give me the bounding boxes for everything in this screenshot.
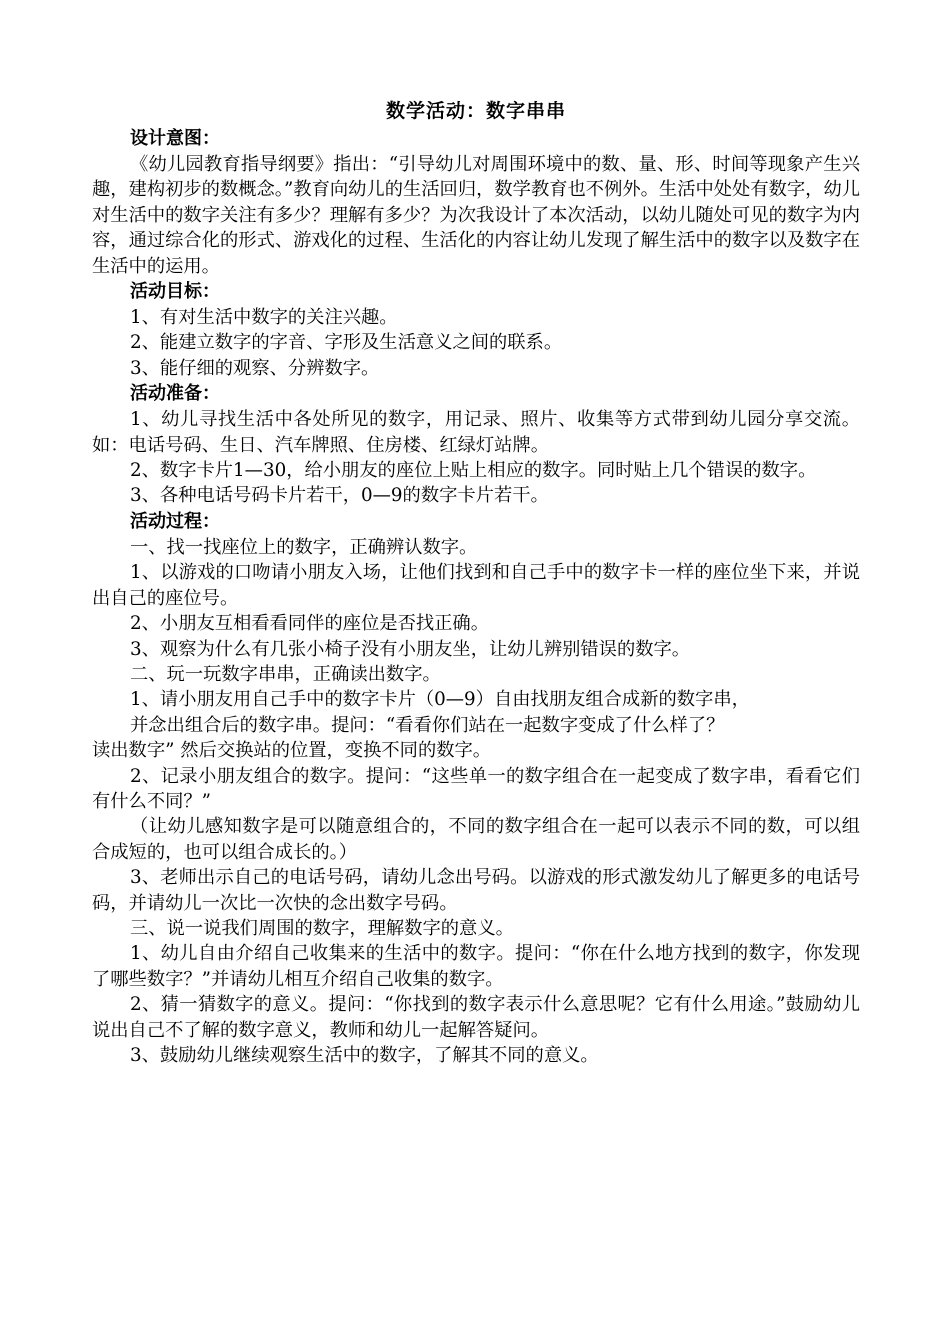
prep-item-1: 1、幼儿寻找生活中各处所见的数字，用记录、照片、收集等方式带到幼儿园分享交流。如：电话号码、生日、汽车牌照、住房楼、红绿灯站牌。: [92, 409, 860, 456]
process-step-heading-1: 一、找一找座位上的数字，正确辨认数字。: [130, 536, 478, 558]
goal-item-1: 1、有对生活中数字的关注兴趣。: [130, 307, 398, 329]
design-paragraph: 《幼儿园教育指导纲要》指出：“引导幼儿对周围环境中的数、量、形、时间等现象产生兴趣，建构初步的数概念。”教育向幼儿的生活回归，数学教育也不例外。生活中处处有数字，幼儿对生活中的数字关注有多少？理解有多少？为次我设计了本次活动，以幼儿随处可见的数字为内容，通过综合化的形式、游戏化的过程、生活化的内容让幼儿发现了解生活中的数字以及数字在生活中的运用。: [92, 154, 861, 277]
process-item-continued: 并念出组合后的数字串。提问：“看看你们站在一起数字变成了什么样了？: [130, 714, 725, 736]
section-heading-prep: 活动准备：: [130, 383, 220, 405]
process-item: 3、鼓励幼儿继续观察生活中的数字，了解其不同的意义。: [130, 1045, 599, 1066]
section-heading-design: 设计意图：: [130, 128, 220, 149]
prep-item-3: 3、各种电话号码卡片若干，0—9的数字卡片若干。: [130, 485, 549, 507]
document-page: [92, 96, 860, 1068]
process-item: 2、小朋友互相看看同伴的座位是否找正确。: [130, 613, 489, 635]
process-note: （让幼儿感知数字是可以随意组合的，不同的数字组合在一起可以表示不同的数，可以组合成短的，也可以组合成长的。）: [92, 816, 860, 863]
process-step-heading-3: 三、说一说我们周围的数字，理解数字的意义。: [130, 917, 514, 939]
section-heading-goals: 活动目标：: [130, 281, 220, 303]
process-step-heading-2: 二、玩一玩数字串串，正确读出数字。: [130, 663, 441, 685]
process-item: 2、猜一猜数字的意义。提问：“你找到的数字表示什么意思呢？它有什么用途。”鼓励幼儿说出自己不了解的数字意义，教师和幼儿一起解答疑问。: [92, 994, 860, 1041]
section-heading-process: 活动过程：: [130, 510, 220, 532]
process-item-continued: 读出数字” 然后交换站的位置，变换不同的数字。: [92, 740, 492, 762]
process-item: 1、请小朋友用自己手中的数字卡片（0—9）自由找朋友组合成新的数字串，: [130, 689, 750, 711]
process-item: 2、记录小朋友组合的数字。提问：“这些单一的数字组合在一起变成了数字串，看看它们有什么不同？”: [92, 765, 860, 812]
process-item: 1、幼儿自由介绍自己收集来的生活中的数字。提问：“你在什么地方找到的数字，你发现了哪些数字？”并请幼儿相互介绍自己收集的数字。: [92, 943, 860, 990]
process-item: 3、老师出示自己的电话号码，请幼儿念出号码。以游戏的形式激发幼儿了解更多的电话号码，并请幼儿一次比一次快的念出数字号码。: [92, 867, 860, 914]
document-title: 数学活动：数字串串: [385, 100, 566, 122]
goal-item-2: 2、能建立数字的字音、字形及生活意义之间的联系。: [130, 332, 563, 354]
process-item: 1、以游戏的口吻请小朋友入场，让他们找到和自己手中的数字卡一样的座位坐下来，并说出自己的座位号。: [92, 562, 860, 609]
prep-item-2: 2、数字卡片1—30，给小朋友的座位上贴上相应的数字。同时贴上几个错误的数字。: [130, 460, 817, 482]
process-item: 3、观察为什么有几张小椅子没有小朋友坐，让幼儿辨别错误的数字。: [130, 638, 691, 660]
goal-item-3: 3、能仔细的观察、分辨数字。: [130, 357, 380, 379]
